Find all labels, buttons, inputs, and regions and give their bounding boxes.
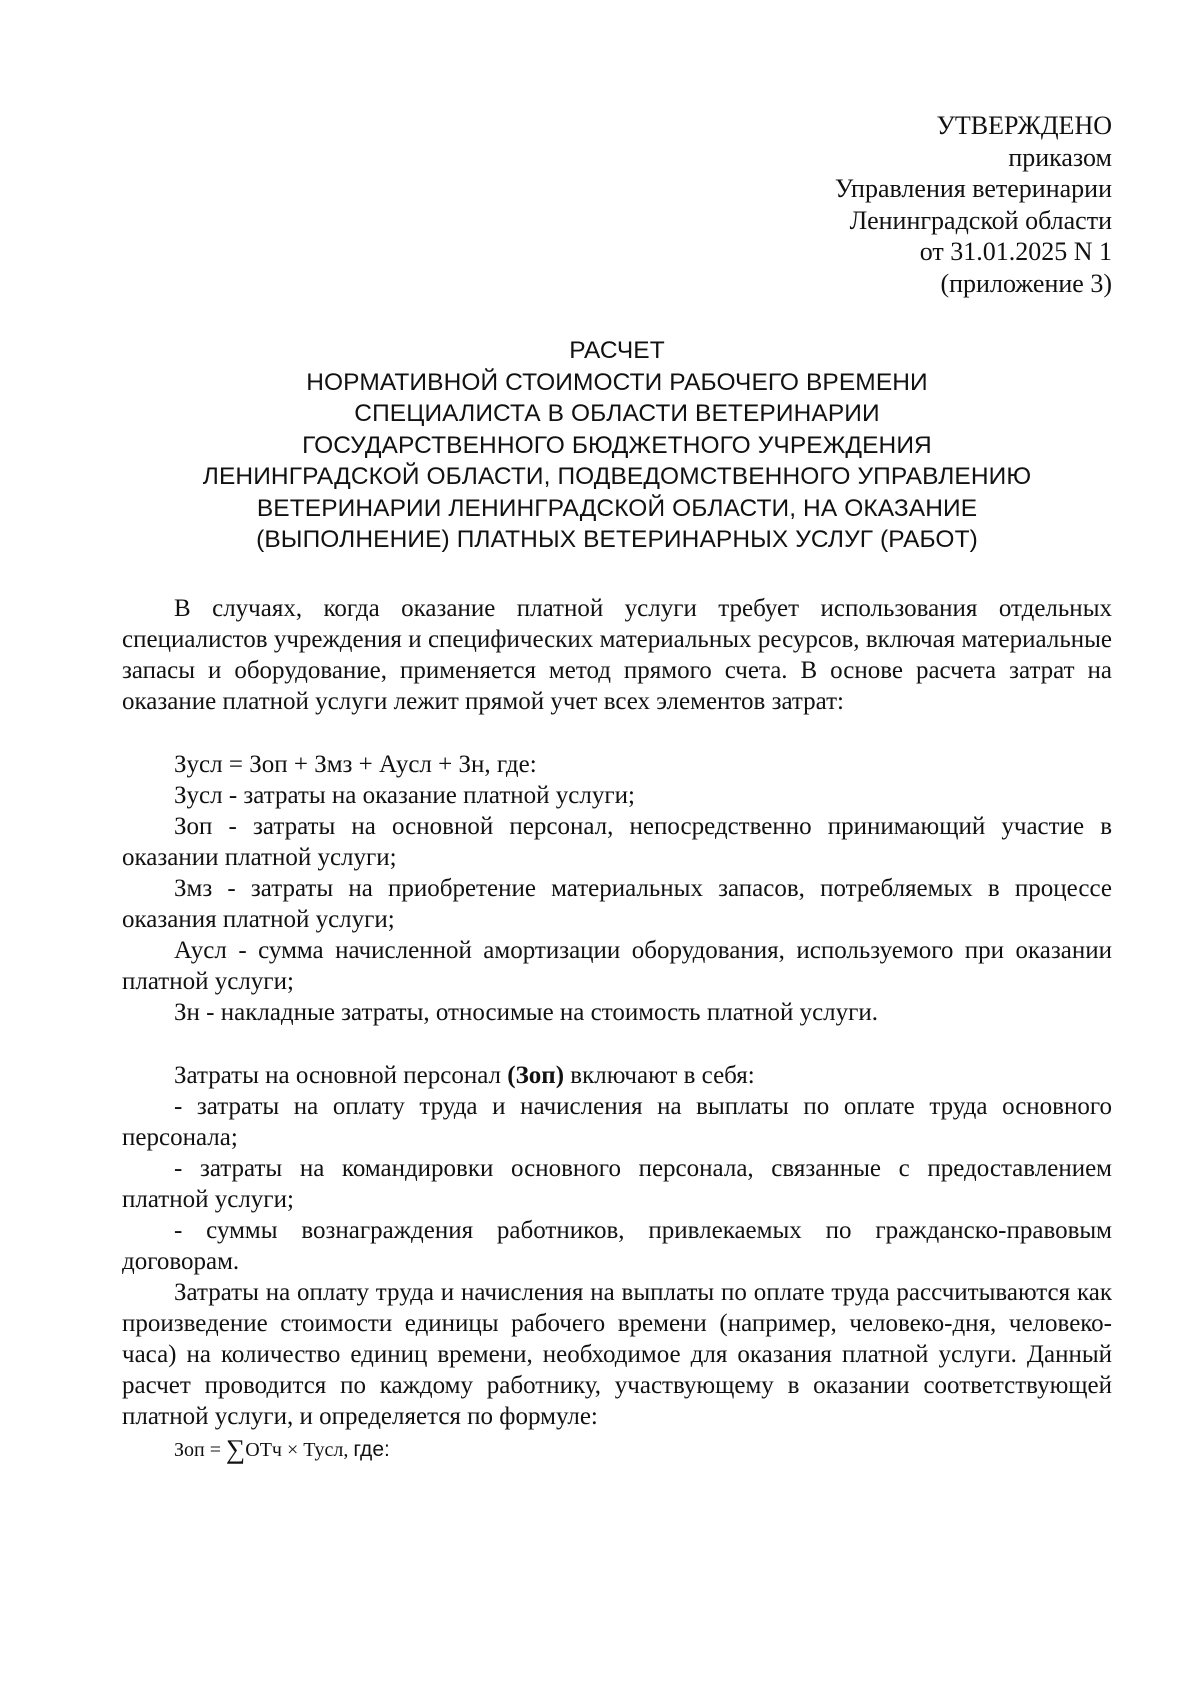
definition-item: Зусл - затраты на оказание платной услуги; xyxy=(174,781,635,809)
personnel-item: - затраты на оплату труда и начисления на выплаты по оплате труда основного персонала; xyxy=(122,1092,1112,1151)
main-formula: Зусл = Зоп + Змз + Аусл + Зн, где: xyxy=(174,750,537,778)
document-title xyxy=(122,335,1112,556)
definition-item: Зн - накладные затраты, относимые на стоимость платной услуги. xyxy=(174,998,879,1026)
title-line: СПЕЦИАЛИСТА В ОБЛАСТИ ВЕТЕРИНАРИИ xyxy=(354,400,880,427)
definition-item: Аусл - сумма начисленной амортизации оборудования, используемого при оказании платной услуги; xyxy=(122,936,1112,995)
zop-formula: Зоп = ∑ОТч × Тусл, где: xyxy=(174,1433,390,1464)
approval-line: Ленинградской области xyxy=(849,205,1112,235)
approval-line: Управления ветеринарии xyxy=(834,174,1112,203)
approval-stamp xyxy=(122,110,1112,299)
intro-paragraph: В случаях, когда оказание платной услуги требует использования отдельных специалистов учреждения и специфических материальных ресурсов, включая материальные запасы и оборудование, применяется метод прямого счета. В основе расчета затрат на оказание платной услуги лежит прямой учет всех элементов затрат: xyxy=(122,594,1112,715)
personnel-item: - суммы вознаграждения работников, привлекаемых по гражданско-правовым договорам. xyxy=(122,1216,1112,1275)
title-line: НОРМАТИВНОЙ СТОИМОСТИ РАБОЧЕГО ВРЕМЕНИ xyxy=(306,368,928,396)
title-line: ВЕТЕРИНАРИИ ЛЕНИНГРАДСКОЙ ОБЛАСТИ, НА ОКАЗАНИЕ xyxy=(256,494,978,522)
definition-item: Зоп - затраты на основной персонал, непосредственно принимающий участие в оказании платной услуги; xyxy=(122,812,1112,871)
title-line: ГОСУДАРСТВЕННОГО БЮДЖЕТНОГО УЧРЕЖДЕНИЯ xyxy=(302,431,932,459)
labor-cost-paragraph: Затраты на оплату труда и начисления на выплаты по оплате труда рассчитываются как произведение стоимости единицы рабочего времени (например, человеко-дня, человеко-часа) на количество единиц времени, необходимое для оказания платной услуги. Данный расчет проводится по каждому работнику, участвующему в оказании соответствующей платной услуги, и определяется по формуле: xyxy=(122,1278,1112,1430)
personnel-item: - затраты на командировки основного персонала, связанные с предоставлением платной услуги; xyxy=(122,1154,1112,1213)
zop-abbreviation: (Зоп) xyxy=(507,1061,565,1089)
title-line: (ВЫПОЛНЕНИЕ) ПЛАТНЫХ ВЕТЕРИНАРНЫХ УСЛУГ (РАБОТ) xyxy=(256,526,978,553)
approval-line: приказом xyxy=(1008,142,1112,172)
approval-line: от 31.01.2025 N 1 xyxy=(919,237,1112,266)
title-line: ЛЕНИНГРАДСКОЙ ОБЛАСТИ, ПОДВЕДОМСТВЕННОГО УПРАВЛЕНИЮ xyxy=(202,463,1032,490)
approval-line: (приложение 3) xyxy=(940,268,1112,298)
personnel-intro: Затраты на основной персонал (Зоп) включают в себя: xyxy=(174,1061,755,1089)
document-page xyxy=(122,110,1112,1466)
approval-line: УТВЕРЖДЕНО xyxy=(936,111,1112,140)
definition-item: Змз - затраты на приобретение материальных запасов, потребляемых в процессе оказания платной услуги; xyxy=(122,874,1112,933)
sum-symbol: ∑ xyxy=(226,1433,246,1464)
document-body xyxy=(122,593,1112,1466)
title-line: РАСЧЕТ xyxy=(569,337,665,364)
